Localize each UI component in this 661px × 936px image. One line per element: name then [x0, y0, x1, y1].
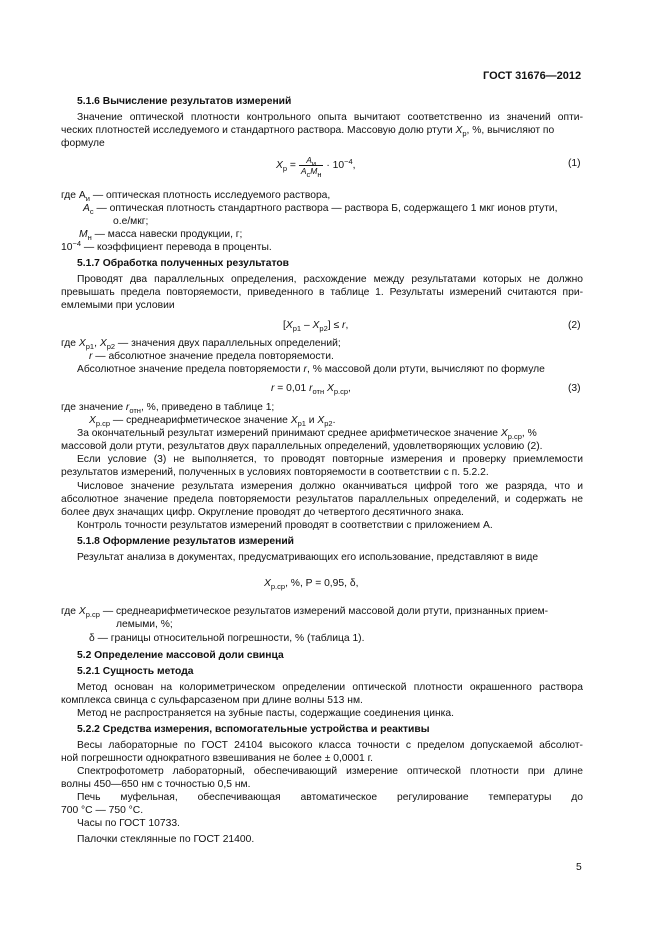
paragraph-line: превышать предела повторяемости, приведенного в таблице 1. Результаты измерений считаются при- — [61, 287, 583, 298]
paragraph-line: Значение оптической плотности контрольного опыта вычитают соответственно из значений опти- — [77, 112, 583, 123]
section-heading-52: 5.2 Определение массовой доли свинца — [77, 650, 284, 661]
where-line: r — абсолютное значение предела повторяемости. — [89, 351, 334, 362]
where-line: $A_с$ — оптическая плотность стандартного раствора — раствора Б, содержащего 1 мкг ионов ртути, — [83, 203, 558, 216]
formula-4: $X_{р.ср}$, %, P = 0,95, δ, — [264, 578, 359, 591]
where-line: $M_н$ — масса навески продукции, г; — [79, 229, 243, 242]
paragraph-line: формуле — [61, 138, 105, 149]
paragraph-line: Весы лабораторные по ГОСТ 24104 высокого класса точности с пределом допускаемой абсолют- — [77, 740, 583, 751]
section-heading-521: 5.2.1 Сущность метода — [77, 666, 194, 677]
paragraph-line: результатов измерений, полученных в условиях повторяемости в соответствии с п. 5.2.2. — [61, 467, 489, 478]
formula-2: $[X_{р1} - X_{р2}] \le r$, — [283, 320, 349, 333]
paragraph-line: Если условие (3) не выполняется, то проводят повторные измерения и проверку приемлемости — [77, 454, 583, 465]
formula-1-fraction: $\frac{A_и}{A_сM_н}$ — [300, 154, 322, 179]
paragraph-line: За окончательный результат измерений принимают среднее арифметическое значение $X_{р.ср}$, % — [77, 428, 537, 441]
paragraph-line: Проводят два параллельных определения, расхождение между результатами которых не должно — [77, 274, 583, 285]
where-line: где $A_и$ — оптическая плотность исследуемого раствора, — [61, 190, 331, 203]
paragraph-line: Метод основан на колориметрическом определении оптической плотности окрашенного раствора — [77, 682, 583, 693]
where-line: о.е/мкг; — [113, 216, 149, 227]
paragraph-line: Метод не распространяется на зубные пасты, содержащие соединения цинка. — [77, 708, 454, 719]
paragraph-line: Палочки стеклянные по ГОСТ 21400. — [77, 834, 255, 845]
section-heading-516: 5.1.6 Вычисление результатов измерений — [77, 96, 292, 107]
paragraph-line: Часы по ГОСТ 10733. — [77, 818, 180, 829]
paragraph-line: Спектрофотометр лабораторный, обеспечивающий измерение оптической плотности при длине — [77, 766, 583, 777]
paragraph-line: более двух значащих цифр. Округление проводят до четвертого десятичного знака. — [61, 507, 464, 518]
paragraph-line: 700 °С — 750 °С. — [61, 805, 144, 816]
formula-3-number: (3) — [568, 383, 581, 394]
paragraph-line: ной погрешности однократного взвешивания не более ± 0,0001 г. — [61, 753, 373, 764]
paragraph-line: волны 450—650 нм с точностью 0,5 нм. — [61, 779, 251, 790]
paragraph-line: Абсолютное значение предела повторяемости r, % массовой доли ртути, вычисляют по формуле — [77, 364, 545, 375]
where-line: δ — границы относительной погрешности, % (таблица 1). — [89, 633, 365, 644]
where-line: $10^{-4}$ — коэффициент перевода в проценты. — [61, 239, 272, 253]
formula-1: $X_р$ = $\frac{A_и}{A_сM_н}$ · $10^{-4}$, — [276, 154, 356, 179]
paragraph-line: Результат анализа в документах, предусматривающих его использование, представляют в виде — [77, 552, 539, 563]
paragraph-line: комплекса свинца с сульфарсазеном при длине волны 513 нм. — [61, 695, 363, 706]
where-line: $X_{р.ср}$ — среднеарифметическое значение $X_{р1}$ и $X_{р2}$. — [89, 415, 336, 428]
section-heading-517: 5.1.7 Обработка полученных результатов — [77, 258, 289, 269]
page-number: 5 — [576, 862, 582, 873]
paragraph-line: массовой доли ртути, результатов двух параллельных определений, удовлетворяющих условию (2). — [61, 441, 543, 452]
formula-1-number: (1) — [568, 158, 581, 169]
formula-2-number: (2) — [568, 320, 581, 331]
paragraph-line: абсолютное значение предела повторяемости результатов параллельных определений, и содержать не — [61, 494, 583, 505]
where-line: лемыми, %; — [116, 619, 173, 630]
paragraph-line: ческих плотностей исследуемого и стандартного раствора. Массовую долю ртути $X_р$, %, вычисляют по — [61, 125, 555, 138]
paragraph-line: Печь муфельная, обеспечивающая автоматическое регулирование температуры до — [77, 792, 583, 803]
where-line: где $X_{р.ср}$ — среднеарифметическое результатов измерений массовой доли ртути, признанных прием- — [61, 606, 549, 619]
section-heading-522: 5.2.2 Средства измерения, вспомогательные устройства и реактивы — [77, 724, 430, 735]
where-line: где $X_{р1}$, $X_{р2}$ — значения двух параллельных определений; — [61, 338, 341, 351]
where-line: где значение $r_{отн}$, %, приведено в таблице 1; — [61, 402, 275, 415]
paragraph-line: Контроль точности результатов измерений проводят в соответствии с приложением А. — [77, 520, 493, 531]
section-heading-518: 5.1.8 Оформление результатов измерений — [77, 536, 294, 547]
paragraph-line: емлемыми при условии — [61, 300, 175, 311]
doc-number: ГОСТ 31676—2012 — [483, 70, 582, 82]
paragraph-line: Числовое значение результата измерения должно оканчиваться цифрой того же разряда, что и — [77, 481, 583, 492]
formula-3: r = 0,01 $r_{отн}$ $X_{р.ср}$, — [271, 383, 351, 396]
